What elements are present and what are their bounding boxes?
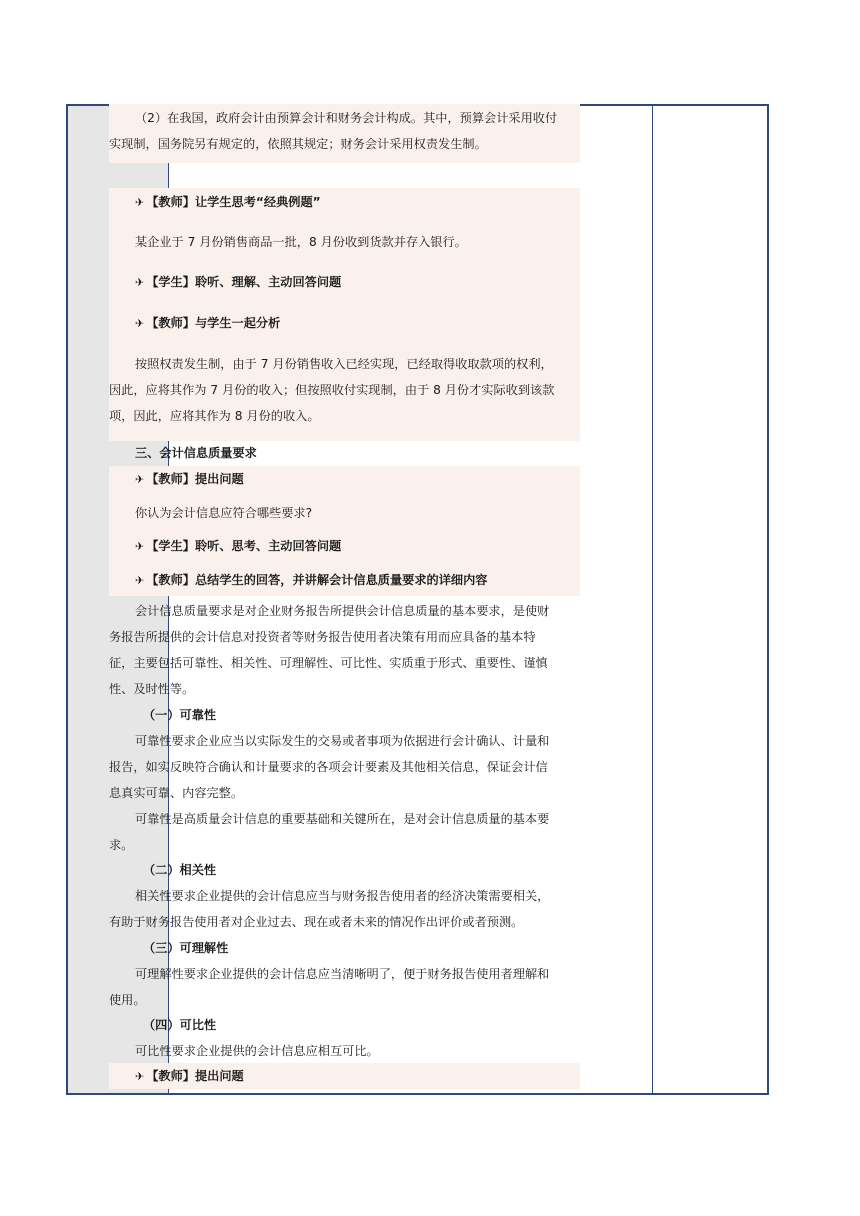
teacher-prompt: ✈ 【教师】让学生思考“经典例题” [135, 195, 321, 209]
answer-line: 项，因此，应将其作为 8 月份的收入。 [109, 409, 320, 423]
section3-discussion [109, 466, 580, 596]
teacher-analysis: ✈ 【教师】与学生一起分析 [135, 316, 281, 330]
final-teacher-question: ✈ 【教师】提出问题 [109, 1063, 580, 1089]
question-text: 你认为会计信息应符合哪些要求? [135, 506, 313, 520]
government-accounting-note [109, 104, 580, 163]
student-response: ✈ 【学生】聆听、思考、主动回答问题 [135, 539, 342, 553]
subsection-title: （四）可比性 [143, 1018, 217, 1032]
text-line: 实现制，国务院另有规定的，依照其规定；财务会计采用权责发生制。 [109, 137, 487, 151]
airplane-icon: ✈ [135, 473, 145, 486]
airplane-icon: ✈ [135, 574, 145, 587]
airplane-icon: ✈ [135, 1070, 145, 1083]
understandability-section: （三）可理解性 可理解性要求企业提供的会计信息应当清晰明了，便于财务报告使用者理解和 使用。 [109, 935, 580, 1013]
answer-line: 因此，应将其作为 7 月份的收入；但按照收付实现制，由于 8 月份才实际收到该款 [109, 383, 555, 397]
text-line: （2）在我国，政府会计由预算会计和财务会计构成。其中，预算会计采用收付 [135, 111, 558, 125]
subsection-title: （一）可靠性 [143, 708, 217, 722]
student-response: ✈ 【学生】聆听、理解、主动回答问题 [135, 275, 342, 289]
relevance-section: （二）相关性 相关性要求企业提供的会计信息应当与财务报告使用者的经济决策需要相关， 有助于财务报告使用者对企业过去、现在或者未来的情况作出评价或者预测。 [109, 857, 580, 935]
reliability-section: （一）可靠性 可靠性要求企业应当以实际发生的交易或者事项为依据进行会计确认、计量和 报告，如实反映符合确认和计量要求的各项会计要素及其他相关信息，保证会计信 息真实可靠、内容完整。 可靠性是高质量会计信息的重要基础和关键所在，是对会计信息质量的基本要 求。 [109, 702, 580, 858]
section-heading: 三、会计信息质量要求 [135, 446, 257, 460]
airplane-icon: ✈ [135, 540, 145, 553]
classic-example [109, 188, 580, 441]
airplane-icon: ✈ [135, 276, 145, 289]
teacher-question: ✈ 【教师】提出问题 [135, 472, 244, 486]
right-column [652, 106, 767, 1093]
airplane-icon: ✈ [135, 196, 145, 209]
quality-requirements-intro: 会计信息质量要求是对企业财务报告所提供会计信息质量的基本要求，是使财 务报告所提供的会计信息对投资者等财务报告使用者决策有用而应具备的基本特 征，主要包括可靠性、相关性、可理解性、可比性、实质重于形式、重要性、谨慎 性、及时性等。 [109, 604, 550, 696]
teacher-summary: ✈ 【教师】总结学生的回答，并讲解会计信息质量要求的详细内容 [135, 573, 488, 587]
answer-line: 按照权责发生制，由于 7 月份销售收入已经实现，已经取得收取款项的权利， [135, 357, 553, 371]
subsection-title: （二）相关性 [143, 863, 217, 877]
example-question: 某企业于 7 月份销售商品一批，8 月份收到货款并存入银行。 [135, 235, 467, 249]
comparability-section: （四）可比性 可比性要求企业提供的会计信息应相互可比。 [109, 1012, 580, 1064]
subsection-title: （三）可理解性 [143, 941, 229, 955]
airplane-icon: ✈ [135, 317, 145, 330]
